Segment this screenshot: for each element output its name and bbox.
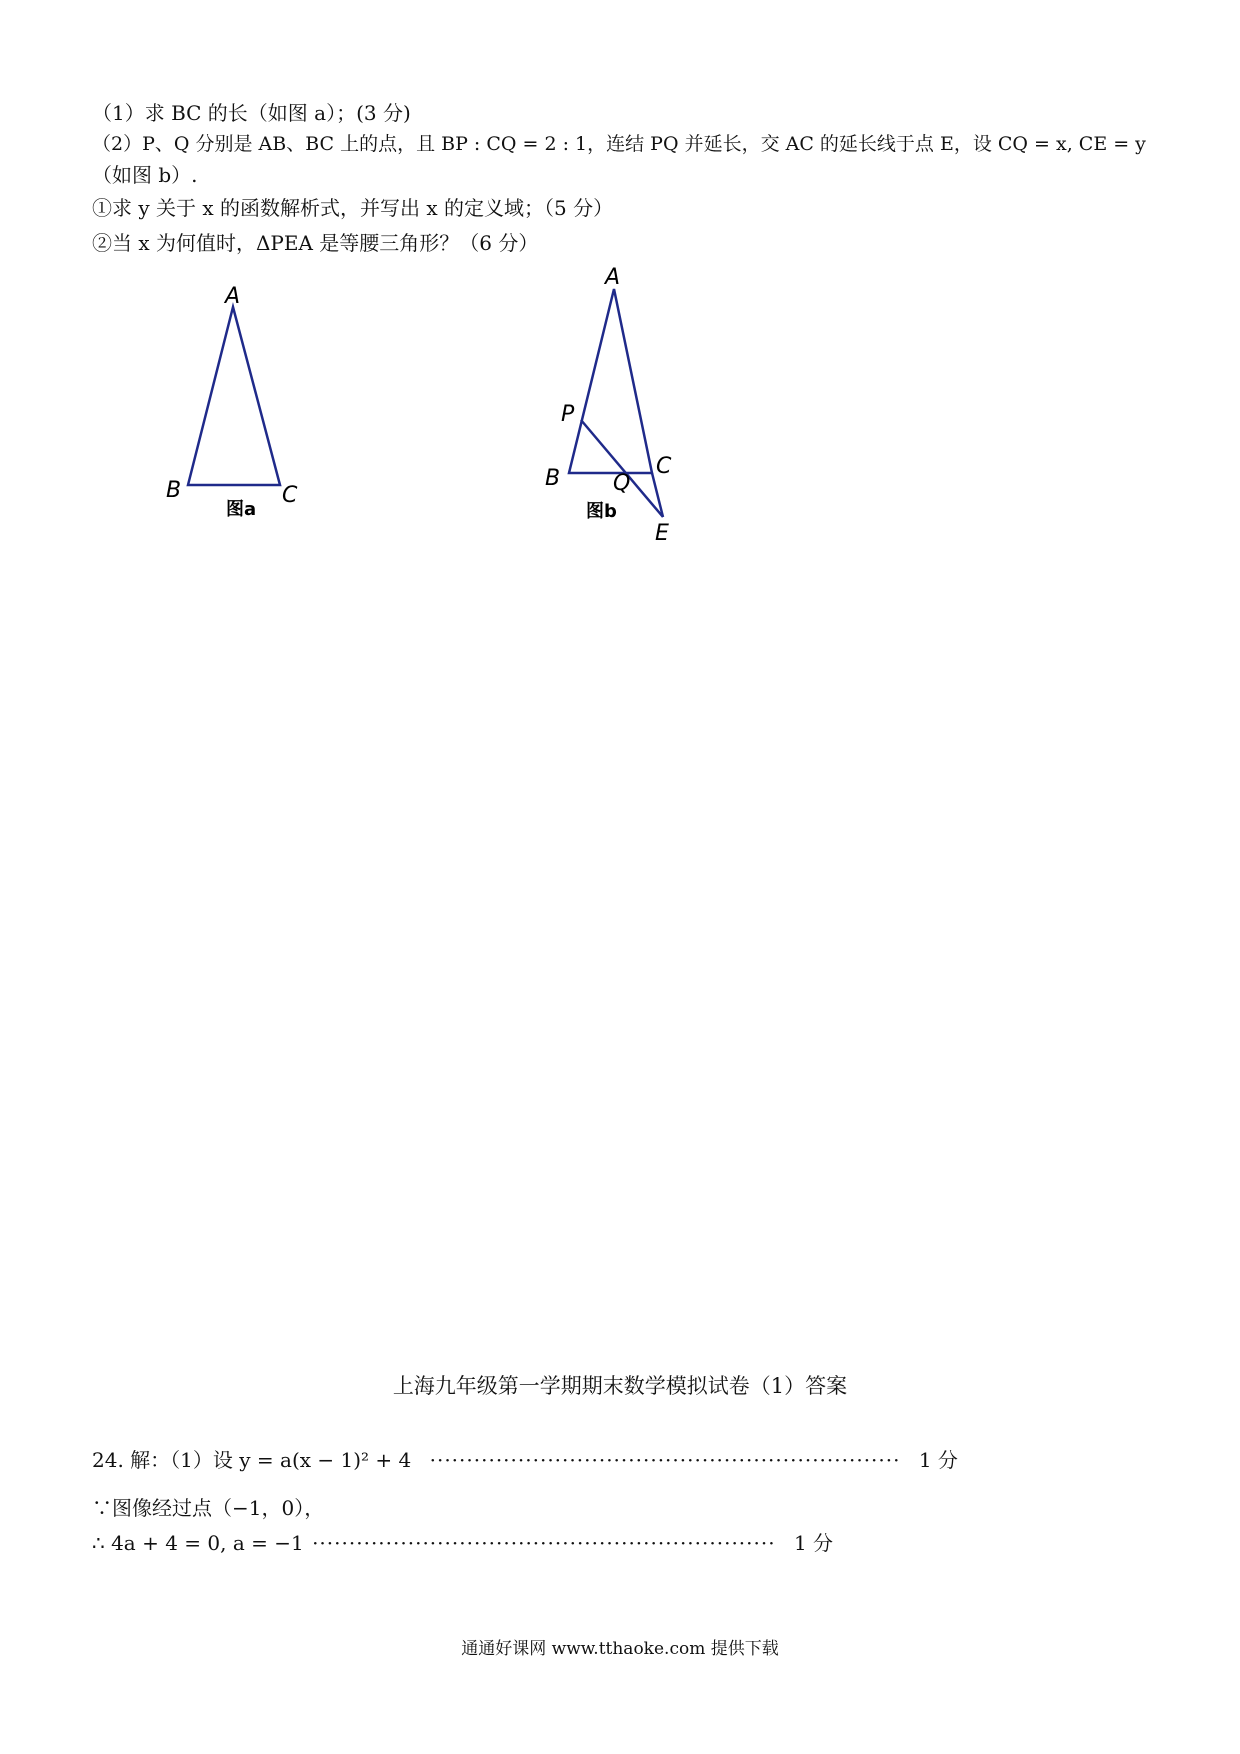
problem-part-2: （2）P、Q 分别是 AB、BC 上的点，且 BP : CQ = 2 : 1，连结 PQ 并延长，交 AC 的延长线于点 E，设 CQ = x, CE = y	[92, 133, 1146, 155]
figure-a	[160, 275, 320, 529]
problem-part-2-figure-ref: （如图 b）.	[92, 163, 198, 187]
page-footer: 通通好课网 www.tthaoke.com 提供下载	[461, 1639, 779, 1659]
figure-a-caption: 图a	[226, 499, 257, 520]
problem-question-2: ②当 x 为何值时，ΔPEA 是等腰三角形？（6 分）	[92, 231, 539, 255]
point-label-p: P	[561, 402, 575, 427]
problem-part-1: （1）求 BC 的长（如图 a）；(3 分)	[92, 101, 411, 125]
problem-question-1: ①求 y 关于 x 的函数解析式，并写出 x 的定义域；（5 分）	[92, 196, 614, 220]
point-label-q: Q	[613, 471, 631, 496]
answer-step-2: ∵图像经过点（−1，0），	[92, 1496, 325, 1520]
answer-step-3-text: ∴ 4a + 4 = 0, a = −1	[92, 1531, 304, 1555]
triangle-abc	[569, 289, 652, 473]
triangle-abc	[188, 307, 280, 485]
answer-step-3-score: 1 分	[793, 1531, 834, 1555]
answer-step-1-leader: ································································	[429, 1448, 901, 1472]
answer-step-3	[92, 1530, 833, 1556]
point-label-e: E	[655, 521, 669, 546]
vertex-label-b: B	[166, 478, 182, 503]
figure-b	[545, 262, 705, 556]
figure-b-drawing	[545, 262, 705, 552]
vertex-label-c: C	[656, 454, 672, 479]
answer-step-1-score: 1 分	[918, 1448, 958, 1472]
answer-title: 上海九年级第一学期期末数学模拟试卷（1）答案	[392, 1374, 848, 1398]
vertex-label-c: C	[282, 483, 298, 508]
answer-step-1	[92, 1447, 958, 1473]
vertex-label-a: A	[605, 265, 621, 290]
figure-b-caption: 图b	[586, 501, 617, 522]
vertex-label-b: B	[545, 466, 561, 491]
vertex-label-a: A	[225, 284, 241, 309]
answer-step-3-leader: ·······························································	[312, 1531, 776, 1555]
answer-step-1-text: 24. 解：（1）设 y = a(x − 1)² + 4	[92, 1448, 412, 1472]
figure-a-drawing	[160, 275, 320, 525]
